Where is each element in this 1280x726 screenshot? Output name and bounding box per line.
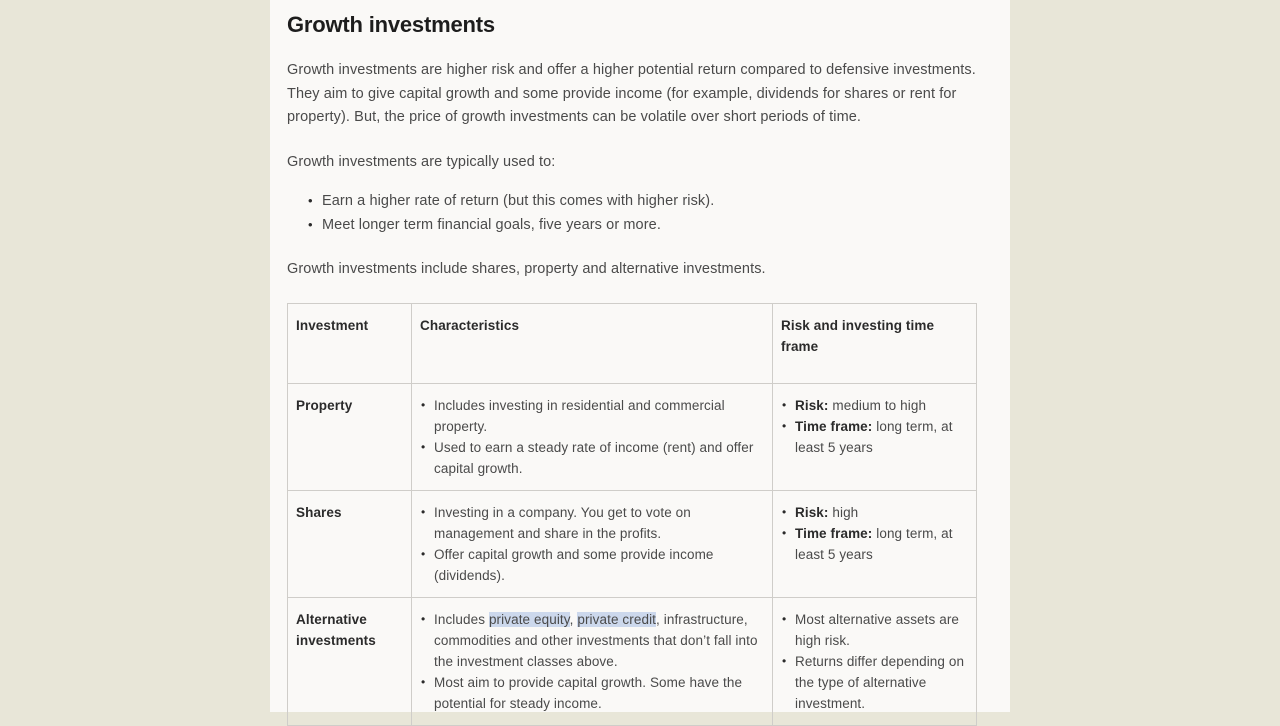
risk-item: • Most alternative assets are high risk. (795, 609, 966, 651)
intro-paragraph: Growth investments are higher risk and offer a higher potential return compared to defensive investments. They aim to give capital growth and some provide income (for example, dividends for shares or rent for property). But, the price of growth investments can be volatile over short periods of time. (287, 62, 976, 125)
timeframe-value: long term, at least 5 years (795, 525, 953, 562)
investment-name: Property (288, 383, 412, 490)
text-segment: , (569, 611, 578, 627)
timeframe-label: Time frame: (795, 525, 873, 541)
risk-item (795, 416, 966, 458)
characteristic-item: • Used to earn a steady rate of income (rent) and offer capital growth. (434, 437, 762, 479)
include-line: Growth investments include shares, property and alternative investments. (287, 261, 766, 277)
risk-item (795, 395, 966, 416)
risk-label: Risk: (795, 397, 829, 413)
timeframe-value: long term, at least 5 years (795, 418, 953, 455)
usage-list (287, 189, 993, 237)
text-segment: , infrastructure, commodities and other investments that don’t fall into the investment classes above. (434, 611, 758, 669)
page-title: Growth investments (287, 12, 495, 37)
header-investment: Investment (288, 303, 412, 383)
table-row-shares (288, 490, 977, 597)
investment-name: Shares (288, 490, 412, 597)
timeframe-label: Time frame: (795, 418, 873, 434)
highlighted-text-private-credit: private credit (577, 611, 657, 627)
characteristic-item (434, 609, 762, 672)
usage-lead: Growth investments are typically used to: (287, 153, 556, 170)
article-content (270, 0, 1010, 712)
characteristic-item: • Most aim to provide capital growth. Some have the potential for steady income. (434, 672, 762, 714)
table-header-row (288, 303, 977, 383)
characteristic-item: • Investing in a company. You get to vote on management and share in the profits. (434, 502, 762, 544)
risk-item (795, 523, 966, 565)
highlighted-text-private-equity: private equity (488, 611, 570, 627)
characteristics-cell (412, 383, 773, 490)
risk-value: medium to high (828, 397, 927, 413)
investments-table (287, 303, 977, 726)
risk-cell (773, 597, 977, 725)
characteristics-cell (412, 490, 773, 597)
characteristic-item: • Offer capital growth and some provide income (dividends). (434, 544, 762, 586)
table-row-alternative-investments (288, 597, 977, 725)
risk-cell (773, 490, 977, 597)
characteristic-item: • Includes investing in residential and commercial property. (434, 395, 762, 437)
risk-item (795, 502, 966, 523)
risk-cell (773, 383, 977, 490)
characteristics-cell (412, 597, 773, 725)
investment-name: Alternative investments (288, 597, 412, 725)
table-row-property (288, 383, 977, 490)
usage-bullet: • Earn a higher rate of return (but this comes with higher risk). (322, 189, 993, 213)
header-characteristics: Characteristics (412, 303, 773, 383)
risk-label: Risk: (795, 504, 829, 520)
risk-value: high (828, 504, 859, 520)
risk-item: • Returns differ depending on the type of alternative investment. (795, 651, 966, 714)
usage-bullet: • Meet longer term financial goals, five years or more. (322, 213, 993, 237)
text-segment: Includes (434, 611, 489, 627)
header-risk-timeframe: Risk and investing time frame (773, 303, 977, 383)
